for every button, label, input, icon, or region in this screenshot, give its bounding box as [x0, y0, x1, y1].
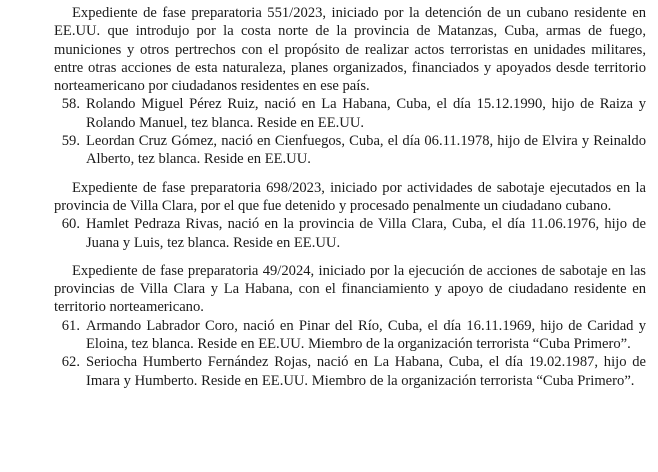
section-gap: [54, 169, 646, 179]
entry-text: Rolando Miguel Pérez Ruiz, nació en La Habana, Cuba, el día 15.12.1990, hijo de Raiza y Rolando Manuel, tez blanca. Reside en EE.UU.: [86, 96, 646, 131]
case-section-551-2023: [54, 4, 646, 169]
entry-number: 60.: [61, 216, 80, 233]
entry-text: Armando Labrador Coro, nació en Pinar del Río, Cuba, el día 16.11.1969, hijo de Caridad y Eloina, tez blanca. Reside en EE.UU. Miembro de la organización terrorista “Cuba Primero”.: [86, 317, 646, 353]
case-intro-paragraph: Expediente de fase preparatoria 551/2023, iniciado por la detención de un cubano residente en EE.UU. que introdujo por la costa norte de la provincia de Matanzas, Cuba, armas de fuego, municiones y otros pertrechos con el propósito de realizar actos terroristas en unidades militares, entre otras acciones de esta naturaleza, planes organizados, financiados y apoyados desde territorio norteamericano por ciudadanos residentes en ese país.: [54, 5, 646, 95]
person-entry-58: [54, 95, 646, 132]
entry-number: 62.: [61, 354, 80, 371]
person-entry-60: [54, 215, 646, 252]
case-intro-paragraph: Expediente de fase preparatoria 698/2023, iniciado por actividades de sabotaje ejecutados en la provincia de Villa Clara, por el que fue detenido y procesado penalmente un ciudadano cubano.: [54, 179, 646, 214]
case-section-49-2024: [54, 262, 646, 390]
person-entry-59: [54, 132, 646, 169]
section-gap: [54, 252, 646, 262]
case-intro-paragraph: Expediente de fase preparatoria 49/2024, iniciado por la ejecución de acciones de sabotaje en las provincias de Villa Clara y La Habana, con el financiamiento y apoyo de ciudadano residente en territorio norteamericano.: [54, 262, 646, 316]
entry-number: 58.: [61, 96, 80, 113]
entry-text: Hamlet Pedraza Rivas, nació en la provincia de Villa Clara, Cuba, el día 11.06.1976, hijo de Juana y Luis, tez blanca. Reside en EE.UU.: [86, 216, 646, 251]
entry-text: Leordan Cruz Gómez, nació en Cienfuegos, Cuba, el día 06.11.1978, hijo de Elvira y Reinaldo Alberto, tez blanca. Reside en EE.UU.: [86, 133, 646, 168]
entry-text: Seriocha Humberto Fernández Rojas, nació en La Habana, Cuba, el día 19.02.1987, hijo de Imara y Humberto. Reside en EE.UU. Miembro de la organización terrorista “Cuba Primero”.: [86, 354, 646, 389]
entry-number: 61.: [61, 317, 80, 334]
entry-number: 59.: [61, 133, 80, 150]
person-entry-61: [54, 317, 646, 354]
document-page: [54, 0, 646, 390]
person-entry-62: [54, 353, 646, 390]
case-section-698-2023: [54, 179, 646, 252]
